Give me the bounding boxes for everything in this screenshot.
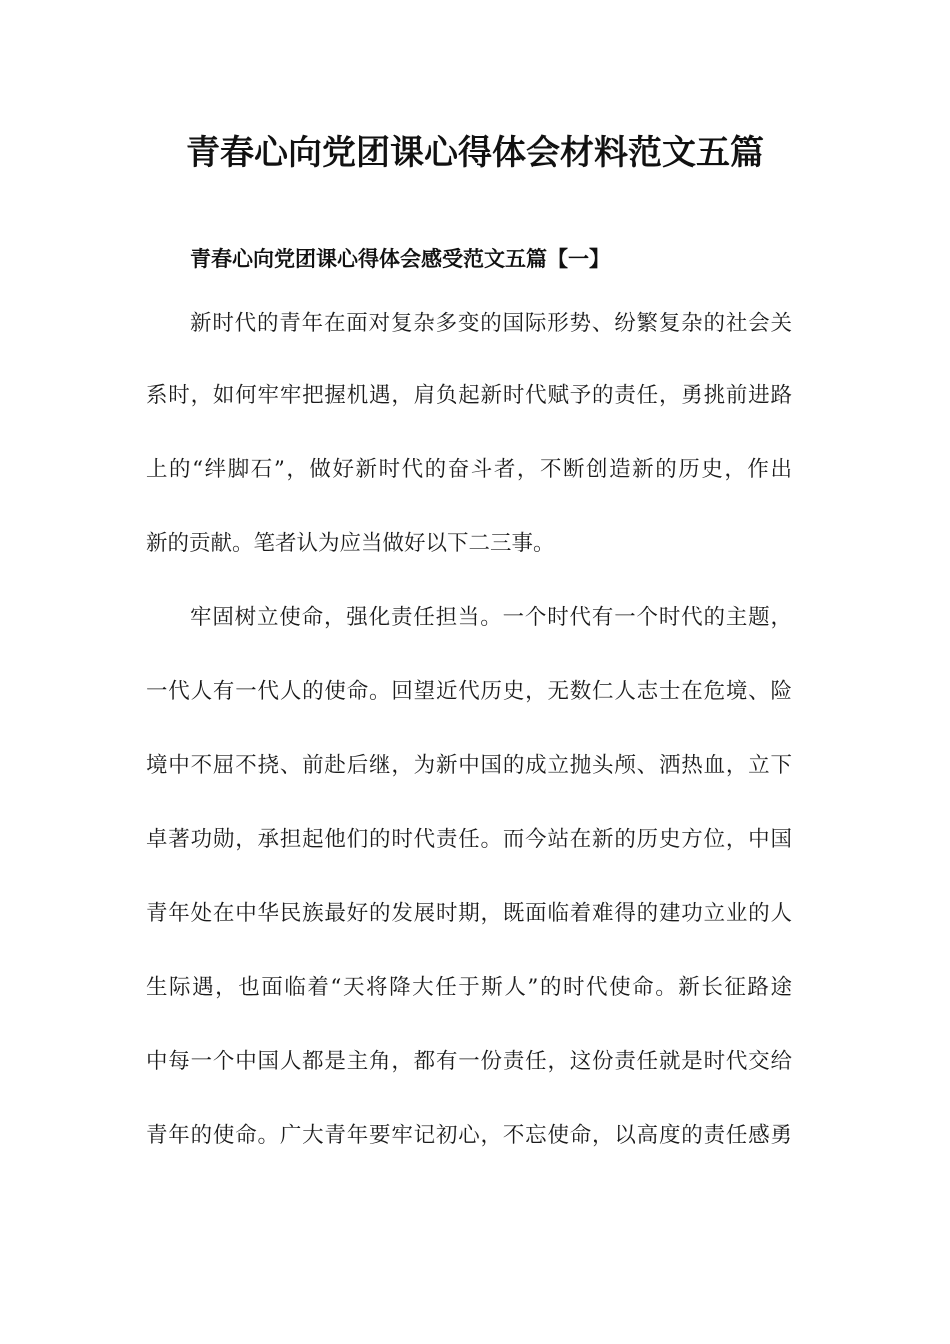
body-line: 新时代的青年在面对复杂多变的国际形势、纷繁复杂的社会关 — [190, 311, 792, 336]
body-line: 系时，如何牢牢把握机遇，肩负起新时代赋予的责任，勇挑前进路 — [146, 383, 792, 408]
body-line: 牢固树立使命，强化责任担当。一个时代有一个时代的主题， — [190, 605, 792, 630]
body-line: 一代人有一代人的使命。回望近代历史，无数仁人志士在危境、险 — [146, 679, 792, 704]
body-line: 中每一个中国人都是主角，都有一份责任，这份责任就是时代交给 — [146, 1049, 792, 1074]
body-line: 卓著功勋，承担起他们的时代责任。而今站在新的历史方位，中国 — [146, 827, 792, 852]
body-line: 青年处在中华民族最好的发展时期，既面临着难得的建功立业的人 — [146, 901, 792, 926]
body-line: 生际遇，也面临着“天将降大任于斯人”的时代使命。新长征路途 — [146, 975, 792, 1000]
body-line: 境中不屈不挠、前赴后继，为新中国的成立抛头颅、洒热血，立下 — [146, 753, 792, 778]
body-line: 上的“绊脚石”，做好新时代的奋斗者，不断创造新的历史，作出 — [146, 457, 792, 482]
body-line: 青年的使命。广大青年要牢记初心，不忘使命，以高度的责任感勇 — [146, 1123, 792, 1148]
body-line: 新的贡献。笔者认为应当做好以下二三事。 — [146, 531, 555, 556]
section-heading: 青春心向党团课心得体会感受范文五篇【一】 — [190, 247, 610, 271]
document-title: 青春心向党团课心得体会材料范文五篇 — [186, 133, 764, 173]
